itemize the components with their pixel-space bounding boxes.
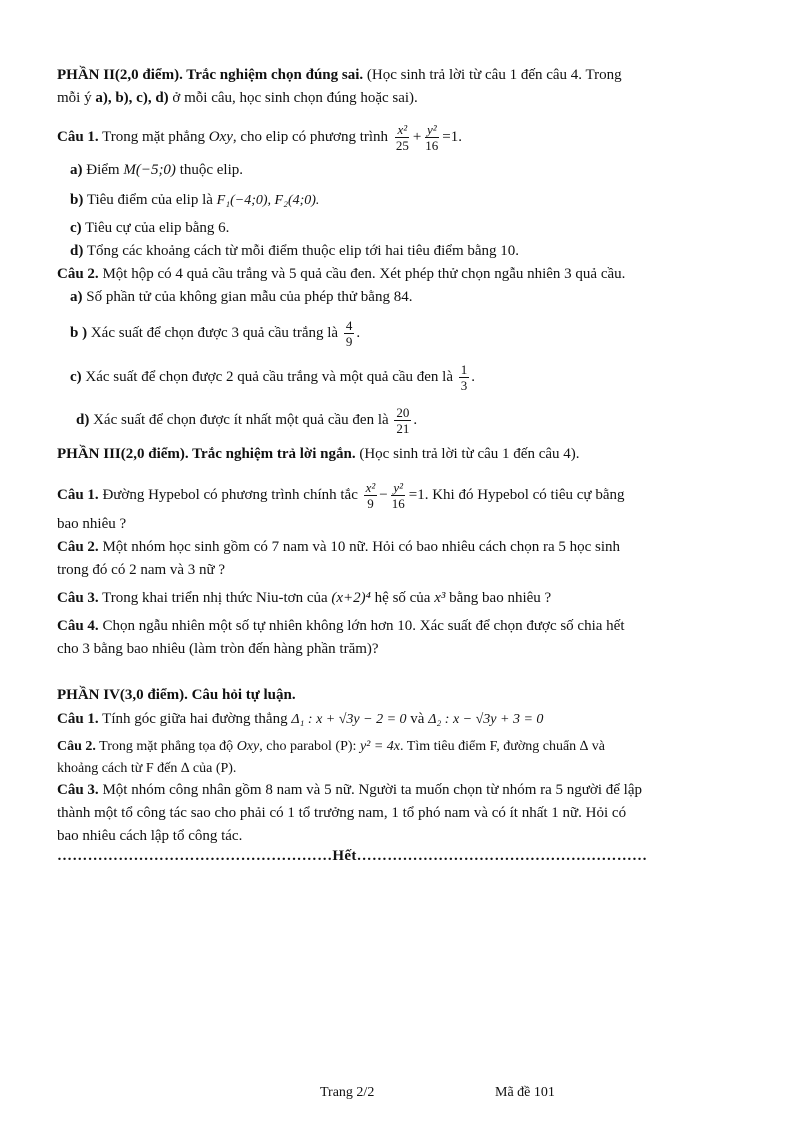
p3-q2-text-2: trong đó có 2 nam và 3 nữ ?: [57, 562, 226, 578]
frac-num: y²: [393, 480, 404, 495]
p2-q2-b: [70, 318, 714, 349]
p4-q3-label: Câu 3.: [57, 782, 99, 798]
part3-intro: (Học sinh trả lời từ câu 1 đến câu 4).: [355, 446, 580, 462]
part2-intro-text: mỗi ý: [57, 90, 96, 106]
minus-sign: −: [379, 486, 388, 503]
p3-q1-text-2: . Khi đó Hypebol có tiêu cự bằng: [424, 486, 625, 503]
part3-header: [57, 444, 714, 464]
p3-q3: [57, 588, 714, 608]
frac-den: 16: [391, 496, 405, 511]
p2-q2-a: [70, 287, 714, 307]
p3-q4-label: Câu 4.: [57, 618, 99, 634]
p4-q2-line2: [57, 759, 714, 779]
option-label: d): [70, 243, 84, 259]
option-label: b ): [70, 324, 88, 341]
p3-q2-line1: [57, 537, 714, 557]
part3-title: PHẦN III(2,0 điểm). Trắc nghiệm trả lời ngắn.: [57, 446, 356, 462]
p3-q3-text: Trong khai triển nhị thức Niu-tơn của: [98, 590, 332, 606]
part2-intro-options: a), b), c), d): [95, 90, 169, 106]
footer-page-number: Trang 2/2: [320, 1085, 375, 1100]
p3-q4-line2: [57, 639, 714, 659]
frac-den: 9: [345, 334, 353, 349]
math-expr: Δ₂ : x − √3y + 3 = 0: [428, 712, 544, 727]
period: .: [471, 368, 475, 385]
p3-q1-text-3: bao nhiêu ?: [57, 516, 127, 532]
option-text: Xác suất để chọn được 3 quả cầu trắng là: [87, 324, 342, 341]
p3-q4-text: Chọn ngẫu nhiên một số tự nhiên không lớn hơn 10. Xác suất để chọn được số chia hết: [98, 618, 625, 634]
hyperbola-fraction-y: [390, 480, 407, 511]
end-line: ………………………………………………Hết…………………………………………………: [57, 848, 648, 864]
p4-q2-text-2: , cho parabol (P):: [259, 739, 360, 754]
option-label: c): [70, 220, 82, 236]
p4-q2-label: Câu 2.: [57, 739, 96, 754]
option-label: c): [70, 368, 82, 385]
option-text: Tổng các khoảng cách từ mỗi điểm thuộc elip tới hai tiêu điểm bằng 10.: [83, 243, 520, 259]
ellipse-fraction-y: [423, 122, 440, 153]
period: .: [413, 411, 418, 428]
p4-q2-oxy: Oxy: [236, 739, 260, 754]
part4-title: PHẦN IV(3,0 điểm). Câu hỏi tự luận.: [57, 687, 296, 703]
p4-q2-line1: [57, 737, 714, 757]
part2-intro-line2: [57, 88, 714, 108]
p4-q1-label: Câu 1.: [57, 711, 99, 727]
footer-exam-code: Mã đề 101: [495, 1085, 555, 1100]
p4-q1-text: Tính góc giữa hai đường thẳng: [98, 711, 292, 727]
ellipse-fraction-x: [394, 122, 411, 153]
p2-q2-text: Một hộp có 4 quả cầu trắng và 5 quả cầu đen. Xét phép thử chọn ngẫu nhiên 3 quả cầu.: [98, 266, 626, 282]
p2-q1-stem: [57, 122, 714, 153]
p3-q3-text-3: bằng bao nhiêu ?: [445, 590, 552, 606]
hyperbola-fraction-x: [364, 480, 378, 511]
option-label: d): [76, 411, 90, 428]
p4-q2-text: Trong mặt phẳng tọa độ: [95, 739, 237, 754]
p2-q2-stem: [57, 264, 714, 284]
p3-q2-label: Câu 2.: [57, 539, 99, 555]
frac-num: 20: [396, 405, 410, 420]
p3-q2-line2: [57, 560, 714, 580]
frac-den: 25: [395, 138, 409, 153]
p2-q2-label: Câu 2.: [57, 266, 99, 282]
p4-q3-text: Một nhóm công nhân gồm 8 nam và 5 nữ. Người ta muốn chọn từ nhóm ra 5 người để lập: [98, 782, 642, 798]
part2-title: PHẦN II(2,0 điểm). Trắc nghiệm chọn đúng sai.: [57, 67, 364, 83]
p2-q2-d: [76, 405, 714, 436]
p2-q1-c: [70, 218, 714, 238]
option-text: Xác suất để chọn được ít nhất một quả cầu đen là: [89, 411, 393, 428]
frac-den: 3: [460, 378, 468, 393]
option-label: a): [70, 162, 83, 178]
p4-q1: [57, 709, 714, 730]
p2-q1-a: [70, 160, 714, 180]
math-expr: (x+2)⁴: [331, 590, 371, 606]
frac-den: 9: [367, 496, 374, 511]
p4-q3-line3: [57, 826, 714, 846]
option-text-end: thuộc elip.: [175, 162, 244, 178]
p3-q3-label: Câu 3.: [57, 590, 99, 606]
option-text: Tiêu điểm của elip là: [83, 192, 217, 208]
equals-one: =1.: [442, 128, 462, 145]
math-expr: y² = 4x: [359, 739, 401, 754]
p3-q4-text-2: cho 3 bằng bao nhiêu (làm tròn đến hàng phần trăm)?: [57, 641, 379, 657]
p2-q1-oxy: Oxy: [208, 128, 233, 145]
frac-num: 1: [460, 362, 468, 377]
part2-intro-text-end: ở mỗi câu, học sinh chọn đúng hoặc sai).: [168, 90, 418, 106]
option-text: Tiêu cự của elip bằng 6.: [81, 220, 230, 236]
p3-q1-text: Đường Hypebol có phương trình chính tắc: [98, 486, 362, 503]
p2-q1-text-2: , cho elip có phương trình: [232, 128, 392, 145]
option-label: b): [70, 192, 84, 208]
p4-q3-text-3: bao nhiêu cách lập tổ công tác.: [57, 828, 243, 844]
p3-q2-text: Một nhóm học sinh gồm có 7 nam và 10 nữ. Hỏi có bao nhiêu cách chọn ra 5 học sinh: [98, 539, 621, 555]
p2-q1-label: Câu 1.: [57, 128, 99, 145]
plus-sign: +: [412, 128, 422, 145]
p4-q2-text-3: . Tìm tiêu điểm F, đường chuẩn ∆ và: [400, 739, 605, 754]
p4-q3-text-2: thành một tổ công tác sao cho phải có 1 tổ trưởng nam, 1 tổ phó nam và có ít nhất 1 nữ. Hỏi có: [57, 805, 627, 821]
p3-q1-stem: [57, 480, 714, 511]
math-expr: M(−5;0): [123, 162, 176, 178]
math-expr: F₁(−4;0), F₂(4;0).: [216, 193, 320, 208]
option-text: Điểm: [82, 162, 124, 178]
option-label: a): [70, 289, 83, 305]
p2-q1-text: Trong mặt phẳng: [98, 128, 209, 145]
p4-q1-text-2: và: [406, 711, 429, 727]
p4-q3-line1: [57, 780, 714, 800]
period: .: [356, 324, 361, 341]
p2-q1-d: [70, 241, 714, 261]
option-text: Số phần tử của không gian mẫu của phép thử bằng 84.: [82, 289, 413, 305]
equals-one: =1: [408, 486, 425, 503]
part2-intro: (Học sinh trả lời từ câu 1 đến câu 4. Trong: [366, 67, 622, 83]
part4-header: [57, 685, 714, 705]
p3-q1-cont: [57, 514, 714, 534]
option-text: Xác suất để chọn được 2 quả cầu trắng và một quả cầu đen là: [81, 368, 457, 385]
fraction: [344, 318, 355, 349]
frac-den: 21: [396, 421, 410, 436]
p4-q2-text-4: khoảng cách từ F đến ∆ của (P).: [57, 761, 237, 776]
frac-num: x²: [365, 480, 376, 495]
math-expr: x³: [434, 590, 446, 606]
fraction: [459, 362, 470, 393]
fraction: [394, 405, 411, 436]
p2-q1-b: [70, 190, 714, 211]
math-expr: Δ₁ : x + √3y − 2 = 0: [291, 712, 407, 727]
frac-num: y²: [426, 122, 437, 137]
p2-q2-c: [70, 362, 714, 393]
part2-intro-line1: [57, 65, 714, 85]
frac-num: 4: [345, 318, 353, 333]
p3-q1-label: Câu 1.: [57, 486, 99, 503]
frac-den: 16: [425, 138, 439, 153]
p3-q3-text-2: hệ số của: [370, 590, 435, 606]
p4-q3-line2: [57, 803, 714, 823]
frac-num: x²: [397, 122, 408, 137]
p3-q4-line1: [57, 616, 714, 636]
